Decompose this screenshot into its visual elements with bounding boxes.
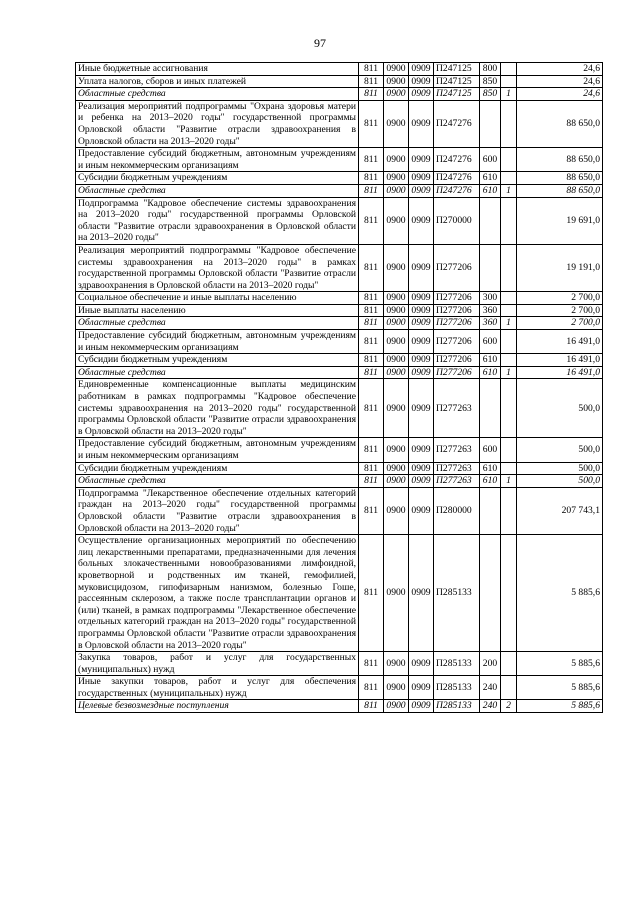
row-name: Субсидии бюджетным учреждениям [76, 172, 359, 185]
section-code: 0900 [384, 330, 409, 354]
row-name: Предоставление субсидий бюджетным, автономным учреждениям и иным некоммерческим организациям [76, 148, 359, 172]
expense-type [480, 100, 501, 147]
subsection-code: 0909 [409, 317, 434, 330]
section-code: 0900 [384, 652, 409, 676]
row-name: Субсидии бюджетным учреждениям [76, 462, 359, 475]
funding-source [501, 487, 517, 534]
admin-code: 811 [359, 652, 384, 676]
section-code: 0900 [384, 354, 409, 367]
admin-code: 811 [359, 197, 384, 244]
table-row [76, 244, 603, 291]
subsection-code: 0909 [409, 438, 434, 462]
amount: 16 491,0 [517, 330, 603, 354]
target-article: П285133 [434, 535, 480, 652]
amount: 207 743,1 [517, 487, 603, 534]
admin-code: 811 [359, 184, 384, 197]
amount: 24,6 [517, 88, 603, 101]
row-name: Областные средства [76, 366, 359, 379]
admin-code: 811 [359, 462, 384, 475]
row-name: Предоставление субсидий бюджетным, автономным учреждениям и иным некоммерческим организациям [76, 438, 359, 462]
amount: 2 700,0 [517, 292, 603, 305]
subsection-code: 0909 [409, 535, 434, 652]
expense-type: 800 [480, 63, 501, 76]
funding-source: 1 [501, 317, 517, 330]
amount: 5 885,6 [517, 676, 603, 700]
amount: 19 191,0 [517, 244, 603, 291]
admin-code: 811 [359, 438, 384, 462]
section-code: 0900 [384, 172, 409, 185]
admin-code: 811 [359, 475, 384, 488]
subsection-code: 0909 [409, 366, 434, 379]
amount: 2 700,0 [517, 317, 603, 330]
amount: 5 885,6 [517, 535, 603, 652]
admin-code: 811 [359, 317, 384, 330]
subsection-code: 0909 [409, 462, 434, 475]
funding-source [501, 330, 517, 354]
row-name: Областные средства [76, 475, 359, 488]
expense-type [480, 197, 501, 244]
row-name: Реализация мероприятий подпрограммы "Охрана здоровья матери и ребенка на 2013–2020 годы" государственной программы Орловской области "Развитие отрасли здравоохранения в Орловской области на 2013–2020 годы" [76, 100, 359, 147]
row-name: Подпрограмма "Лекарственное обеспечение отдельных категорий граждан на 2013–2020 годы" государственной программы Орловской области "Развитие отрасли здравоохранения в Орловской области на 2013–2020 годы" [76, 487, 359, 534]
table-row [76, 304, 603, 317]
admin-code: 811 [359, 88, 384, 101]
expense-type: 600 [480, 438, 501, 462]
section-code: 0900 [384, 475, 409, 488]
funding-source: 1 [501, 184, 517, 197]
subsection-code: 0909 [409, 330, 434, 354]
amount: 500,0 [517, 462, 603, 475]
expense-type: 240 [480, 676, 501, 700]
table-row [76, 676, 603, 700]
subsection-code: 0909 [409, 475, 434, 488]
row-name: Закупка товаров, работ и услуг для государственных (муниципальных) нужд [76, 652, 359, 676]
admin-code: 811 [359, 75, 384, 88]
expense-type: 360 [480, 317, 501, 330]
expense-type [480, 379, 501, 438]
table-row [76, 462, 603, 475]
subsection-code: 0909 [409, 244, 434, 291]
target-article: П277206 [434, 292, 480, 305]
funding-source [501, 244, 517, 291]
admin-code: 811 [359, 379, 384, 438]
funding-source [501, 304, 517, 317]
admin-code: 811 [359, 148, 384, 172]
subsection-code: 0909 [409, 652, 434, 676]
section-code: 0900 [384, 100, 409, 147]
amount: 5 885,6 [517, 700, 603, 713]
expense-type: 610 [480, 462, 501, 475]
section-code: 0900 [384, 700, 409, 713]
admin-code: 811 [359, 63, 384, 76]
table-row [76, 475, 603, 488]
amount: 19 691,0 [517, 197, 603, 244]
target-article: П247276 [434, 148, 480, 172]
row-name: Иные бюджетные ассигнования [76, 63, 359, 76]
section-code: 0900 [384, 148, 409, 172]
table-row [76, 438, 603, 462]
target-article: П277206 [434, 366, 480, 379]
subsection-code: 0909 [409, 354, 434, 367]
table-row [76, 487, 603, 534]
target-article: П280000 [434, 487, 480, 534]
expense-type: 200 [480, 652, 501, 676]
expense-type: 610 [480, 172, 501, 185]
section-code: 0900 [384, 487, 409, 534]
table-row [76, 100, 603, 147]
funding-source: 1 [501, 475, 517, 488]
subsection-code: 0909 [409, 292, 434, 305]
amount: 16 491,0 [517, 354, 603, 367]
page-number: 97 [314, 36, 326, 50]
amount: 5 885,6 [517, 652, 603, 676]
admin-code: 811 [359, 304, 384, 317]
target-article: П277263 [434, 475, 480, 488]
amount: 88 650,0 [517, 100, 603, 147]
budget-table [75, 62, 603, 713]
admin-code: 811 [359, 244, 384, 291]
row-name: Областные средства [76, 184, 359, 197]
table-row [76, 197, 603, 244]
admin-code: 811 [359, 172, 384, 185]
amount: 16 491,0 [517, 366, 603, 379]
section-code: 0900 [384, 676, 409, 700]
funding-source [501, 75, 517, 88]
section-code: 0900 [384, 197, 409, 244]
expense-type: 610 [480, 354, 501, 367]
expense-type: 240 [480, 700, 501, 713]
amount: 2 700,0 [517, 304, 603, 317]
row-name: Областные средства [76, 317, 359, 330]
section-code: 0900 [384, 304, 409, 317]
section-code: 0900 [384, 462, 409, 475]
target-article: П277263 [434, 462, 480, 475]
funding-source [501, 438, 517, 462]
target-article: П270000 [434, 197, 480, 244]
funding-source [501, 379, 517, 438]
amount: 88 650,0 [517, 184, 603, 197]
row-name: Социальное обеспечение и иные выплаты населению [76, 292, 359, 305]
funding-source [501, 535, 517, 652]
target-article: П277206 [434, 330, 480, 354]
table-row [76, 63, 603, 76]
section-code: 0900 [384, 366, 409, 379]
table-row [76, 75, 603, 88]
funding-source: 1 [501, 88, 517, 101]
table-row [76, 535, 603, 652]
funding-source [501, 652, 517, 676]
target-article: П247125 [434, 75, 480, 88]
table-row [76, 292, 603, 305]
subsection-code: 0909 [409, 700, 434, 713]
target-article: П285133 [434, 700, 480, 713]
section-code: 0900 [384, 88, 409, 101]
expense-type: 600 [480, 330, 501, 354]
section-code: 0900 [384, 535, 409, 652]
target-article: П247125 [434, 88, 480, 101]
subsection-code: 0909 [409, 379, 434, 438]
admin-code: 811 [359, 676, 384, 700]
target-article: П247125 [434, 63, 480, 76]
target-article: П277206 [434, 244, 480, 291]
budget-table-body [76, 63, 603, 713]
subsection-code: 0909 [409, 63, 434, 76]
funding-source [501, 292, 517, 305]
expense-type: 600 [480, 148, 501, 172]
subsection-code: 0909 [409, 148, 434, 172]
table-row [76, 330, 603, 354]
subsection-code: 0909 [409, 487, 434, 534]
target-article: П247276 [434, 172, 480, 185]
target-article: П277206 [434, 317, 480, 330]
funding-source [501, 63, 517, 76]
subsection-code: 0909 [409, 184, 434, 197]
funding-source [501, 148, 517, 172]
row-name: Единовременные компенсационные выплаты медицинским работникам в рамках подпрограммы "Кадровое обеспечение системы здравоохранения на 2013–2020 годы" государственной программы Орловской области "Развитие отрасли здравоохранения в Орловской области на 2013–2020 годы" [76, 379, 359, 438]
expense-type: 610 [480, 475, 501, 488]
row-name: Реализация мероприятий подпрограммы "Кадровое обеспечение системы здравоохранения на 2013–2020 годы" в рамках государственной программы Орловской области "Развитие отрасли здравоохранения в Орловской области на 2013–2020 годы" [76, 244, 359, 291]
row-name: Подпрограмма "Кадровое обеспечение системы здравоохранения на 2013–2020 годы" государственной программы Орловской области "Развитие отрасли здравоохранения в Орловской области на 2013–2020 годы" [76, 197, 359, 244]
admin-code: 811 [359, 535, 384, 652]
admin-code: 811 [359, 330, 384, 354]
subsection-code: 0909 [409, 197, 434, 244]
subsection-code: 0909 [409, 100, 434, 147]
expense-type [480, 244, 501, 291]
row-name: Иные выплаты населению [76, 304, 359, 317]
amount: 500,0 [517, 438, 603, 462]
admin-code: 811 [359, 354, 384, 367]
target-article: П285133 [434, 652, 480, 676]
table-row [76, 379, 603, 438]
row-name: Уплата налогов, сборов и иных платежей [76, 75, 359, 88]
expense-type: 300 [480, 292, 501, 305]
row-name: Областные средства [76, 88, 359, 101]
row-name: Осуществление организационных мероприятий по обеспечению лиц лекарственными препаратами, предназначенными для лечения больных злокачественными новообразованиями лимфоидной, кроветворной и родственных им тканей, гемофилией, муковисцидозом, гипофизарным нанизмом, болезнью Гоше, рассеянным склерозом, а также после трансплантации органов и (или) тканей, в рамках подпрограммы "Лекарственное обеспечение отдельных категорий граждан на 2013–2020 годы" государственной программы Орловской области "Развитие отрасли здравоохранения в Орловской области на 2013–2020 годы" [76, 535, 359, 652]
table-row [76, 366, 603, 379]
target-article: П285133 [434, 676, 480, 700]
section-code: 0900 [384, 379, 409, 438]
table-row [76, 354, 603, 367]
funding-source [501, 676, 517, 700]
table-row [76, 652, 603, 676]
admin-code: 811 [359, 487, 384, 534]
expense-type [480, 487, 501, 534]
table-row [76, 148, 603, 172]
table-row [76, 317, 603, 330]
section-code: 0900 [384, 292, 409, 305]
target-article: П277263 [434, 438, 480, 462]
target-article: П277206 [434, 354, 480, 367]
expense-type: 360 [480, 304, 501, 317]
row-name: Предоставление субсидий бюджетным, автономным учреждениям и иным некоммерческим организациям [76, 330, 359, 354]
row-name: Субсидии бюджетным учреждениям [76, 354, 359, 367]
subsection-code: 0909 [409, 88, 434, 101]
expense-type: 610 [480, 366, 501, 379]
amount: 88 650,0 [517, 148, 603, 172]
funding-source: 2 [501, 700, 517, 713]
subsection-code: 0909 [409, 75, 434, 88]
section-code: 0900 [384, 438, 409, 462]
table-row [76, 184, 603, 197]
target-article: П277263 [434, 379, 480, 438]
amount: 500,0 [517, 379, 603, 438]
funding-source: 1 [501, 366, 517, 379]
admin-code: 811 [359, 100, 384, 147]
expense-type: 850 [480, 75, 501, 88]
funding-source [501, 462, 517, 475]
funding-source [501, 354, 517, 367]
amount: 88 650,0 [517, 172, 603, 185]
amount: 500,0 [517, 475, 603, 488]
table-row [76, 700, 603, 713]
admin-code: 811 [359, 700, 384, 713]
funding-source [501, 100, 517, 147]
subsection-code: 0909 [409, 172, 434, 185]
funding-source [501, 197, 517, 244]
table-row [76, 172, 603, 185]
section-code: 0900 [384, 317, 409, 330]
section-code: 0900 [384, 63, 409, 76]
section-code: 0900 [384, 75, 409, 88]
amount: 24,6 [517, 63, 603, 76]
expense-type: 850 [480, 88, 501, 101]
subsection-code: 0909 [409, 676, 434, 700]
target-article: П247276 [434, 184, 480, 197]
target-article: П247276 [434, 100, 480, 147]
expense-type: 610 [480, 184, 501, 197]
funding-source [501, 172, 517, 185]
admin-code: 811 [359, 366, 384, 379]
row-name: Целевые безвозмездные поступления [76, 700, 359, 713]
subsection-code: 0909 [409, 304, 434, 317]
section-code: 0900 [384, 184, 409, 197]
row-name: Иные закупки товаров, работ и услуг для обеспечения государственных (муниципальных) нужд [76, 676, 359, 700]
admin-code: 811 [359, 292, 384, 305]
section-code: 0900 [384, 244, 409, 291]
target-article: П277206 [434, 304, 480, 317]
table-row [76, 88, 603, 101]
amount: 24,6 [517, 75, 603, 88]
expense-type [480, 535, 501, 652]
